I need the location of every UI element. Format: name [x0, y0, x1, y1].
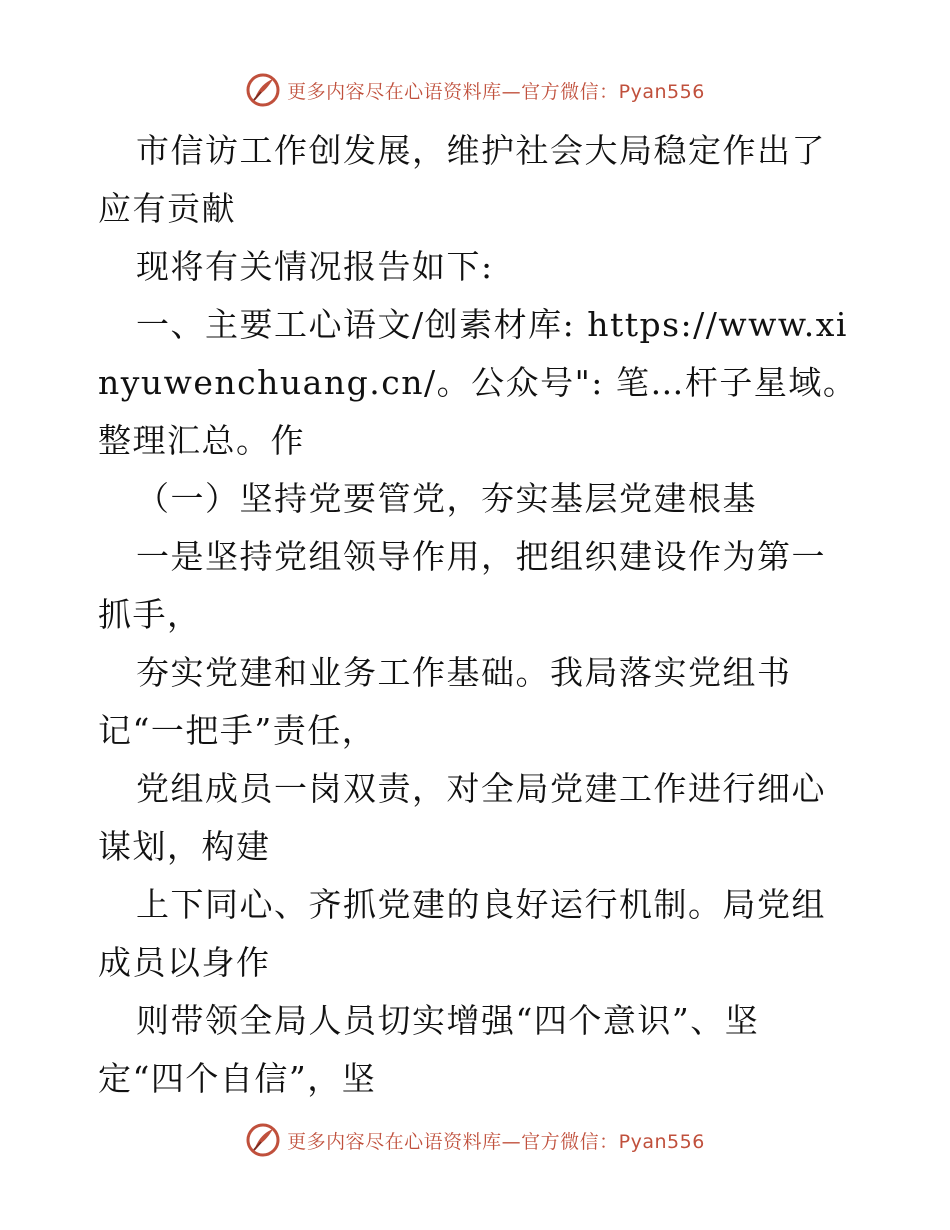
paragraph: 市信访工作创发展，维护社会大局稳定作出了应有贡献 — [98, 131, 826, 228]
paragraph: 一是坚持党组领导作用，把组织建设作为第一抓手， — [98, 537, 826, 634]
feather-pen-logo-icon — [245, 72, 281, 108]
paragraph: 定“四个自信”，坚 — [98, 1059, 377, 1098]
header-banner — [0, 70, 950, 110]
paragraph: 一、主要工心语文/创素材库: https://www.xinyuwenchuang.cn/。公众号": 笔…杆子星域。整理汇总。作 — [98, 305, 858, 460]
paragraph: 夯实党建和业务工作基础。我局落实党组书 — [136, 653, 792, 692]
section-heading: （一）坚持党要管党，夯实基层党建根基 — [136, 479, 757, 518]
feather-pen-logo-icon — [245, 1122, 281, 1158]
footer-banner — [0, 1120, 950, 1160]
paragraph: 则带领全局人员切实增强“四个意识”、坚 — [136, 1001, 760, 1040]
document-body — [98, 122, 858, 1108]
paragraph: 记“一把手”责任， — [98, 711, 377, 750]
header-text: 更多内容尽在心语资料库—官方微信：Pyan556 — [287, 80, 705, 103]
paragraph: 上下同心、齐抓党建的良好运行机制。局党组成员以身作 — [98, 885, 826, 982]
footer-text: 更多内容尽在心语资料库—官方微信：Pyan556 — [287, 1130, 705, 1153]
paragraph: 党组成员一岗双责，对全局党建工作进行细心谋划，构建 — [98, 769, 826, 866]
paragraph: 现将有关情况报告如下: — [136, 247, 494, 286]
